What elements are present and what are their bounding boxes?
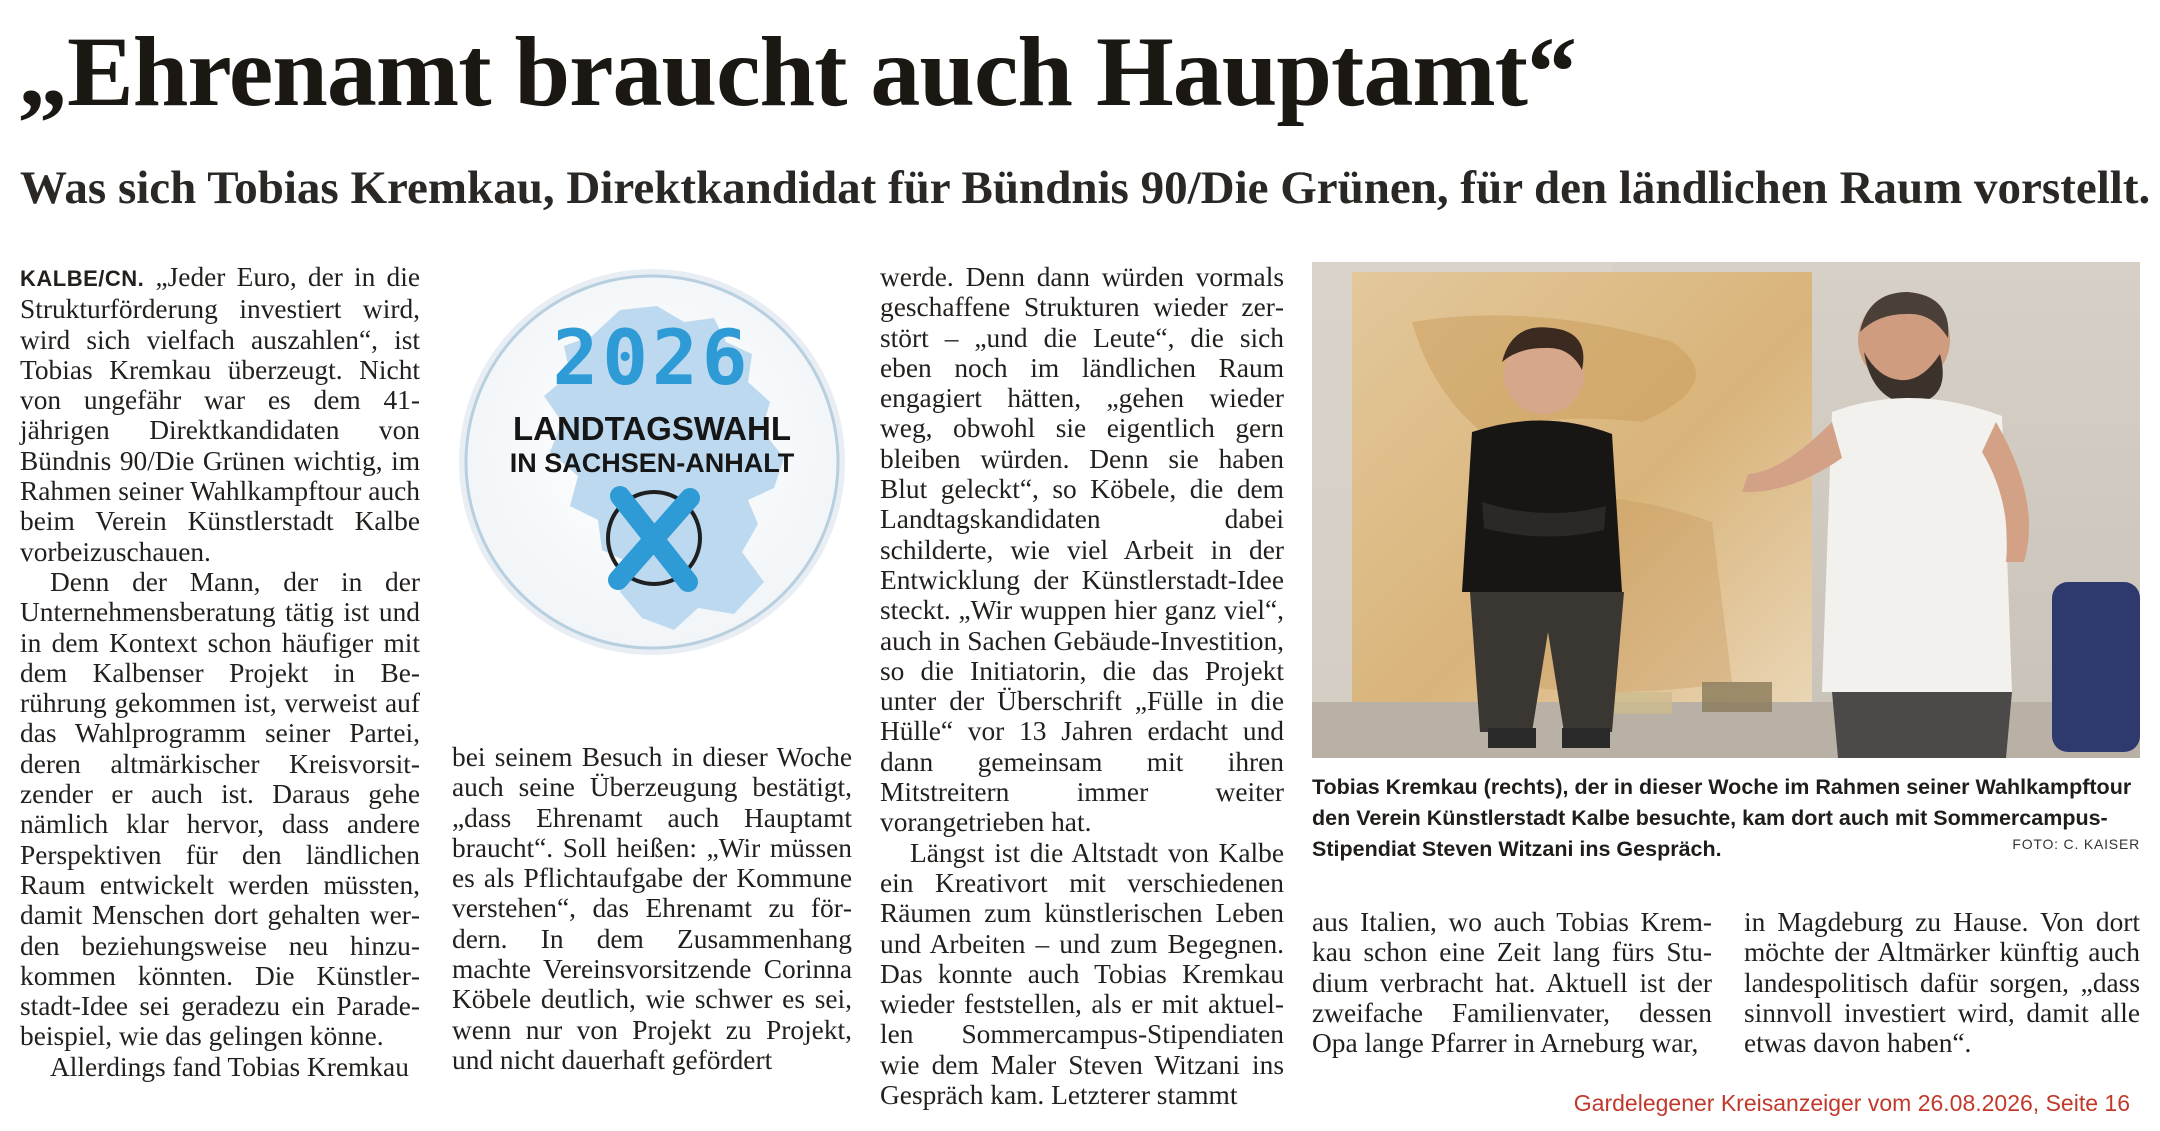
- election-badge: [452, 262, 852, 662]
- paragraph-text: „Jeder Euro, der in die Strukturförderung investiert wird, wird sich vielfach auszahlen“, ist Tobias Kremkau überzeugt. Nicht von ungefähr war es dem 41-jährigen Direktkandidaten von Bündnis 90/Die Grünen wichtig, im Rahmen seiner Wahlkampftour auch beim Verein Künstlerstadt Kalbe vorbeizuschauen.: [20, 262, 420, 567]
- badge-year: 2026: [552, 313, 752, 402]
- badge-line-1: LANDTAGSWAHL: [512, 410, 792, 447]
- article-paragraph: Längst ist die Altstadt von Kalbe ein Kreativort mit verschiedenen Räumen zum künstlerischen Leben und Arbeiten – und zum Begegnen. Das konnte auch Tobias Kremkau wieder feststellen, als er mit aktuellen Sommercampus-Stipendiaten wie dem Maler Steven Witzani ins Gespräch kam. Letzterer stammt: [880, 837, 1284, 1111]
- subheadline: Was sich Tobias Kremkau, Direktkandidat für Bündnis 90/Die Grünen, für den ländlichen Raum vorstellt.: [20, 162, 2151, 214]
- article-paragraph: werde. Denn dann würden vormals geschaffene Strukturen wieder zerstört – „und die Leute“, die sich eben noch im ländlichen Raum engagiert hätten, „gehen wieder weg, obwohl sie eigentlich gern bleiben würden. Denn sie haben Blut geleckt“, so Köbele, die dem Landtagskandidaten dabei schilderte, wie viel Arbeit in der Entwicklung der Künstlerstadt-Idee steckt. „Wir wuppen hier ganz viel“, auch in Sachen Gebäude-Investition, so die Initiatorin, die das Projekt unter der Überschrift „Fülle in die Hülle“ vor 13 Jahren erdacht und dann gemeinsam mit ihren Mitstreitern immer weiter vorangetrieben hat.: [880, 262, 1284, 838]
- badge-line-2: IN SACHSEN-ANHALT: [509, 448, 795, 478]
- source-line: Gardelegener Kreisanzeiger vom 26.08.2026, Seite 16: [1573, 1090, 2130, 1116]
- article-column-4: [1312, 907, 1712, 1058]
- article-paragraph: [20, 262, 420, 567]
- photo-illustration: [1312, 262, 2140, 758]
- dateline: KALBE/CN.: [20, 266, 145, 291]
- photo-caption: Tobias Kremkau (rechts), der in dieser Woche im Rahmen seiner Wahlkampftour den Verein Künstlerstadt Kalbe besuchte, kam dort auch mit Sommercampus-Stipendiat Steven Witzani ins Gespräch.: [1312, 775, 2132, 861]
- article-paragraph: Denn der Mann, der in der Unternehmensberatung tätig ist und in dem Kontext schon häufiger mit dem Kalbenser Projekt in Berührung gekommen ist, verweist auf das Wahlprogramm seiner Partei, deren altmärkischer Kreisvorsitzender er auch ist. Daraus gehe nämlich klar hervor, dass andere Perspektiven für den ländlichen Raum entwickelt werden müssten, damit Menschen dort gehalten werden beziehungsweise neu hinzukommen könnten. Die Künstlerstadt-Idee sei geradezu ein Paradebeispiel, wie das gelingen könne.: [20, 566, 420, 1052]
- headline: „Ehrenamt braucht auch Hauptamt“: [18, 16, 1576, 127]
- article-paragraph: Allerdings fand Tobias Kremkau: [50, 1051, 409, 1082]
- article-paragraph: in Magdeburg zu Hause. Von dort möchte der Altmärker künftig auch landespolitisch dafür sorgen, „dass sinnvoll investiert wird, damit alle etwas davon haben“.: [1744, 907, 2140, 1059]
- article-photo: [1312, 262, 2140, 758]
- article-column-1: [20, 262, 420, 1082]
- article-paragraph: aus Italien, wo auch Tobias Kremkau schon eine Zeit lang fürs Studium verbracht hat. Aktuell ist der zweifache Familienvater, dessen Opa lange Pfarrer in Arneburg war,: [1312, 907, 1712, 1059]
- article-column-2: [452, 742, 852, 1075]
- article-paragraph: bei seinem Besuch in dieser Woche auch seine Überzeugung bestätigt, „dass Ehrenamt auch Hauptamt braucht“. Soll heißen: „Wir müssen es als Pflichtaufgabe der Kommune verstehen“, das Ehrenamt zu fördern. In dem Zusammenhang machte Vereinsvorsitzende Corinna Köbele deutlich, wie schwer es sei, wenn nur von Projekt zu Projekt, und nicht dauerhaft gefördert: [452, 742, 852, 1075]
- election-badge-graphic: [452, 262, 852, 662]
- article-column-3: [880, 262, 1284, 1110]
- blue-chair: [2052, 582, 2140, 752]
- article-column-5: [1744, 907, 2140, 1058]
- photo-credit: FOTO: C. KAISER: [2012, 836, 2140, 852]
